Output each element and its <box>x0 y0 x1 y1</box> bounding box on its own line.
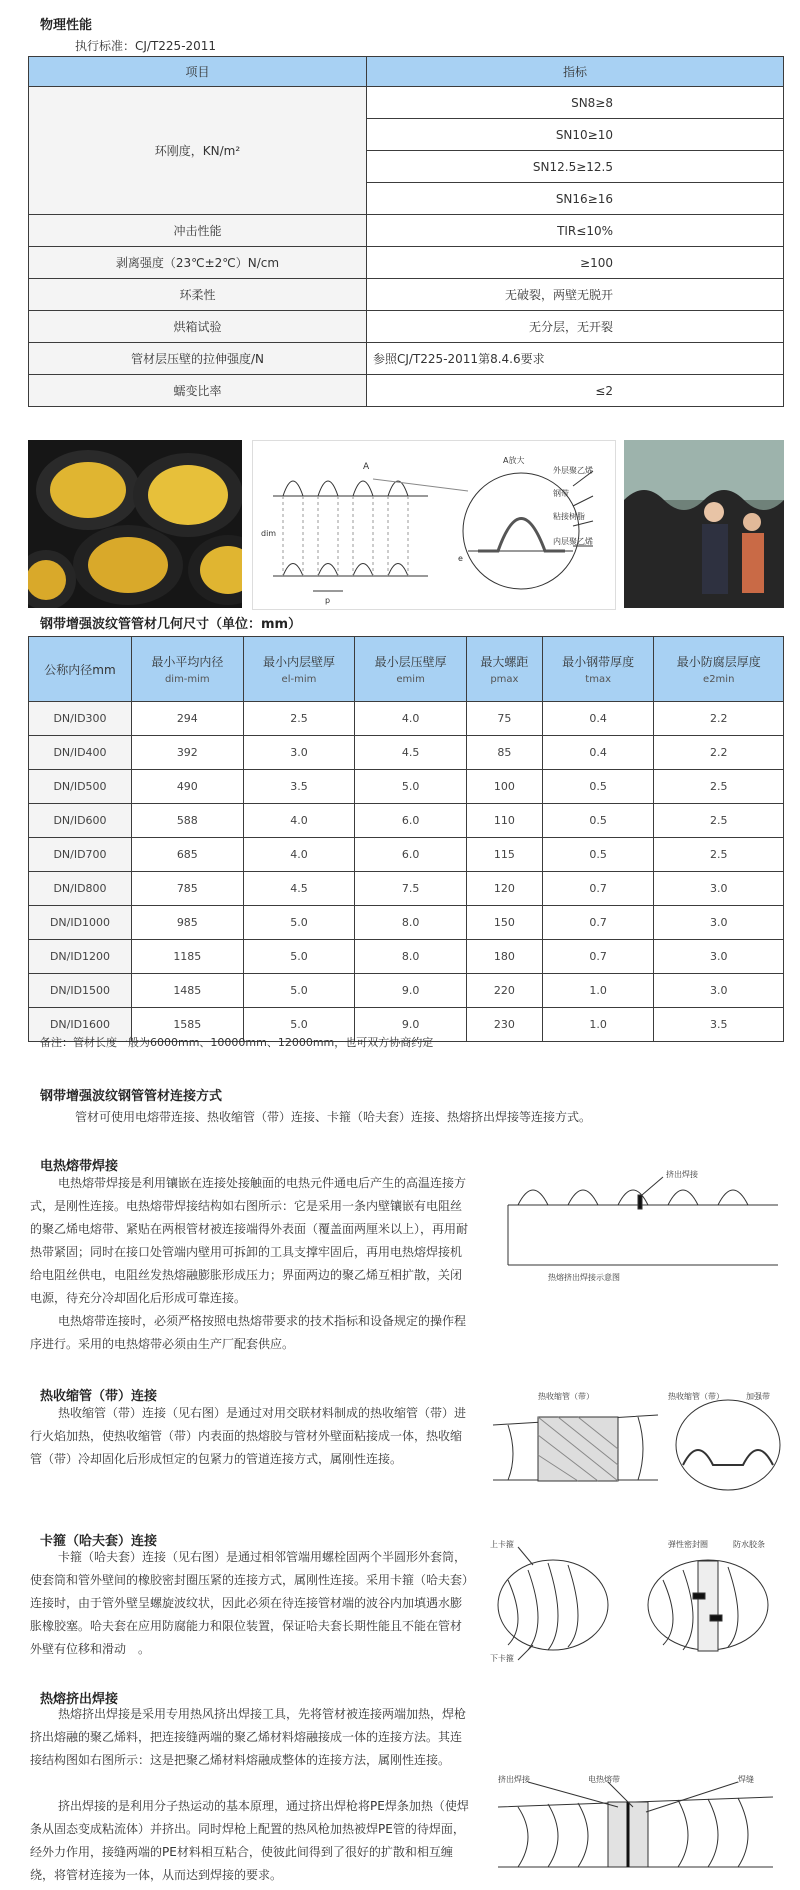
table-cell: 490 <box>132 770 244 804</box>
table-cell: 75 <box>466 702 542 736</box>
shrink-diagram <box>488 1385 784 1495</box>
table-row <box>29 906 784 940</box>
label-steel: 钢带 <box>553 489 569 498</box>
label-outer-pe: 外层聚乙烯 <box>553 466 593 475</box>
table-cell: 2.5 <box>654 804 784 838</box>
table-cell: 9.0 <box>355 974 467 1008</box>
table-cell: 2.5 <box>243 702 355 736</box>
table-cell: 85 <box>466 736 542 770</box>
ring-value: SN10≥10 <box>367 119 784 151</box>
clamp-title: 卡箍（哈夫套）连接 <box>40 1534 158 1549</box>
header-value: 指标 <box>367 57 784 87</box>
table-row <box>29 375 784 407</box>
table-cell: 1585 <box>132 1008 244 1042</box>
table-cell: 5.0 <box>243 974 355 1008</box>
table-row <box>29 247 784 279</box>
table-row <box>29 974 784 1008</box>
standard-text: 执行标准：CJ/T225-2011 <box>75 39 217 53</box>
dimensions-title: 钢带增强波纹管管材几何尺寸（单位：mm） <box>40 617 302 632</box>
header-nominal <box>29 637 132 702</box>
row-item: 管材层压壁的拉伸强度/N <box>29 343 367 375</box>
header-sub: e2min <box>703 674 735 685</box>
table-cell: 3.0 <box>654 940 784 974</box>
nominal-diameter-cell: DN/ID1200 <box>29 940 132 974</box>
nominal-diameter-cell: DN/ID300 <box>29 702 132 736</box>
header-col <box>542 637 654 702</box>
shrink-fig-label-2: 热收缩管（带） <box>668 1392 724 1401</box>
table-cell: 1.0 <box>542 974 654 1008</box>
row-value: ≤2 <box>367 375 784 407</box>
table-header-row <box>29 57 784 87</box>
table-row <box>29 770 784 804</box>
table-cell: 4.5 <box>355 736 467 770</box>
header-col <box>132 637 244 702</box>
extrude-paragraph-2: 挤出焊接的是利用分子热运动的基本原理，通过挤出焊枪将PE焊条加热（使焊条从固态变成粘流体）并挤出。同时焊枪上配置的热风枪加热被焊PE管的待焊面，经外力作用，接缝两端的PE材料相互粘合，使彼此间得到了很好的扩散和相互缠绕，将管材连接为一体，从而达到焊接的要求。 <box>30 1799 469 1882</box>
row-item: 烘箱试验 <box>29 311 367 343</box>
table-row <box>29 940 784 974</box>
ring-value: SN8≥8 <box>367 87 784 119</box>
table-cell: 2.5 <box>654 770 784 804</box>
table-cell: 8.0 <box>355 906 467 940</box>
nominal-diameter-cell: DN/ID400 <box>29 736 132 770</box>
nominal-diameter-cell: DN/ID700 <box>29 838 132 872</box>
table-cell: 2.2 <box>654 736 784 770</box>
connection-title: 钢带增强波纹钢管管材连接方式 <box>40 1089 223 1104</box>
row-value: TIR≤10% <box>367 215 784 247</box>
table-cell: 6.0 <box>355 804 467 838</box>
shrink-fig-label-1: 热收缩管（带） <box>538 1392 594 1401</box>
table-cell: 110 <box>466 804 542 838</box>
table-row <box>29 872 784 906</box>
table-row <box>29 804 784 838</box>
table-cell: 4.0 <box>243 838 355 872</box>
row-item: 冲击性能 <box>29 215 367 247</box>
row-item: 蠕变比率 <box>29 375 367 407</box>
label-a: A <box>363 462 370 472</box>
table-row <box>29 343 784 375</box>
nominal-diameter-cell: DN/ID800 <box>29 872 132 906</box>
nominal-diameter-cell: DN/ID600 <box>29 804 132 838</box>
electro-diagram <box>488 1165 784 1285</box>
table-row <box>29 87 784 119</box>
table-row <box>29 215 784 247</box>
header-sub: emim <box>396 674 425 685</box>
table-row <box>29 838 784 872</box>
header-sub: dim-mim <box>164 674 210 685</box>
extrude-paragraph-1: 热熔挤出焊接是采用专用热风挤出焊接工具，先将管材被连接两端加热，焊枪挤出熔融的聚乙烯料，把连接缝两端的聚乙烯材料熔融接成一体的连接方法。其连接结构图如右图所示：这是把聚乙烯材料熔融成整体的连接方法，属刚性连接。 <box>30 1707 467 1767</box>
header-label: 最小内层壁厚 <box>262 655 335 669</box>
table-cell: 3.5 <box>654 1008 784 1042</box>
shrink-title: 热收缩管（带）连接 <box>40 1389 158 1404</box>
header-item: 项目 <box>29 57 367 87</box>
electro-fig-label: 挤出焊接 <box>666 1170 698 1179</box>
label-p: p <box>325 596 331 605</box>
table-cell: 9.0 <box>355 1008 467 1042</box>
extrude-fig-label-3: 焊缝 <box>738 1775 754 1784</box>
clamp-paragraph-1: 卡箍（哈夫套）连接（见右图）是通过相邻管端用螺栓固两个半圆形外套筒，使套筒和管外壁间的橡胶密封圈压紧的连接方式，属刚性连接。采用卡箍（哈夫套）连接时，由于管外壁呈螺旋波纹状，因此必须在待连接管材端的波谷内加填遇水膨胀橡胶塞。哈夫套在应用防腐能力和限位装置，保证哈夫套长期性能且不能在管材外壁有位移和滑动 。 <box>30 1550 469 1656</box>
table-cell: 100 <box>466 770 542 804</box>
dimensions-note: 备注：管材长度一般为6000mm、10000mm、12000mm，也可双方协商约定 <box>40 1036 434 1049</box>
table-cell: 294 <box>132 702 244 736</box>
table-cell: 0.7 <box>542 940 654 974</box>
electro-title: 电热熔带焊接 <box>40 1159 119 1174</box>
table-cell: 4.5 <box>243 872 355 906</box>
table-cell: 115 <box>466 838 542 872</box>
table-cell: 8.0 <box>355 940 467 974</box>
table-cell: 0.7 <box>542 872 654 906</box>
table-cell: 230 <box>466 1008 542 1042</box>
label-adhesive: 粘接树脂 <box>553 512 585 521</box>
physical-table <box>28 56 784 407</box>
header-label: 公称内径mm <box>44 662 116 677</box>
table-cell: 6.0 <box>355 838 467 872</box>
table-cell: 7.5 <box>355 872 467 906</box>
extrude-fig-label-1: 挤出焊接 <box>498 1775 530 1784</box>
electro-fig-caption: 热熔挤出焊接示意图 <box>548 1273 620 1282</box>
table-cell: 3.0 <box>654 906 784 940</box>
table-cell: 685 <box>132 838 244 872</box>
label-inner-pe: 内层聚乙烯 <box>553 537 593 546</box>
clamp-fig-label-4: 防水胶条 <box>733 1540 765 1549</box>
nominal-diameter-cell: DN/ID500 <box>29 770 132 804</box>
electro-paragraph-1: 电热熔带焊接是利用镶嵌在连接处接触面的电热元件通电后产生的高温连接方式，是刚性连接。电热熔带焊接结构如右图所示：它是采用一条内壁镶嵌有电阻丝的聚乙烯电熔带、紧贴在两根管材被连接端得外表面（覆盖面两厘米以上），再用耐热带紧固；同时在接口处管端内壁用可拆卸的工具支撑牢固后，再用电热熔焊接机给电阻丝供电，电阻丝发热熔融膨胀形成压力；界面两边的聚乙烯互相扩散，关闭电源，待充分冷却固化后形成可靠连接。 <box>30 1176 469 1305</box>
header-sub: tmax <box>585 674 612 685</box>
table-cell: 2.2 <box>654 702 784 736</box>
table-cell: 785 <box>132 872 244 906</box>
table-cell: 0.5 <box>542 804 654 838</box>
header-label: 最小层压壁厚 <box>374 655 447 669</box>
table-cell: 3.0 <box>654 974 784 1008</box>
table-row <box>29 311 784 343</box>
table-cell: 5.0 <box>355 770 467 804</box>
table-cell: 4.0 <box>243 804 355 838</box>
table-cell: 5.0 <box>243 906 355 940</box>
row-item: 剥离强度（23℃±2℃）N/cm <box>29 247 367 279</box>
header-label: 最小平均内径 <box>151 655 224 669</box>
table-cell: 4.0 <box>355 702 467 736</box>
nominal-diameter-cell: DN/ID1600 <box>29 1008 132 1042</box>
table-cell: 588 <box>132 804 244 838</box>
extrude-title: 热熔挤出焊接 <box>40 1692 119 1707</box>
table-cell: 0.5 <box>542 838 654 872</box>
row-value: 无分层，无开裂 <box>367 311 784 343</box>
nominal-diameter-cell: DN/ID1500 <box>29 974 132 1008</box>
ring-value: SN16≥16 <box>367 183 784 215</box>
table-cell: 3.5 <box>243 770 355 804</box>
table-cell: 220 <box>466 974 542 1008</box>
table-cell: 0.4 <box>542 736 654 770</box>
header-col <box>654 637 784 702</box>
table-cell: 5.0 <box>243 940 355 974</box>
header-label: 最小钢带厚度 <box>562 655 635 669</box>
ring-stiffness-label: 环刚度，KN/m² <box>29 87 367 215</box>
clamp-diagram <box>488 1535 784 1665</box>
header-col <box>466 637 542 702</box>
physical-title: 物理性能 <box>40 18 93 33</box>
table-cell: 1.0 <box>542 1008 654 1042</box>
row-value: 参照CJ/T225-2011第8.4.6要求 <box>367 343 784 375</box>
connection-intro: 管材可使用电熔带连接、热收缩管（带）连接、卡箍（哈夫套）连接、热熔挤出焊接等连接方式。 <box>75 1110 592 1124</box>
table-cell: 0.4 <box>542 702 654 736</box>
extrude-diagram <box>488 1772 784 1877</box>
table-row <box>29 736 784 770</box>
table-cell: 120 <box>466 872 542 906</box>
clamp-fig-label-3: 弹性密封圈 <box>668 1540 708 1549</box>
header-label: 最小防腐层厚度 <box>676 655 761 669</box>
table-row <box>29 702 784 736</box>
table-cell: 5.0 <box>243 1008 355 1042</box>
electro-paragraph-2: 电热熔带连接时，必须严格按照电热熔带要求的技术指标和设备规定的操作程序进行。采用的电热熔带必须由生产厂配套供应。 <box>30 1314 467 1351</box>
label-e: e <box>458 554 463 563</box>
table-cell: 392 <box>132 736 244 770</box>
label-a-detail: A放大 <box>503 456 525 465</box>
header-col <box>243 637 355 702</box>
table-cell: 1485 <box>132 974 244 1008</box>
header-col <box>355 637 467 702</box>
extrude-fig-label-2: 电热熔带 <box>588 1775 620 1784</box>
row-value: 无破裂，两壁无脱开 <box>367 279 784 311</box>
table-row <box>29 279 784 311</box>
header-label: 最大螺距 <box>480 655 529 669</box>
table-cell: 180 <box>466 940 542 974</box>
shrink-paragraph-1: 热收缩管（带）连接（见右图）是通过对用交联材料制成的热收缩管（带）进行火焰加热，使热收缩管（带）内表面的热熔胶与管材外壁面粘接成一体，热收缩管（带）冷却固化后形成恒定的包紧力的管道连接方式，属刚性连接。 <box>30 1406 467 1466</box>
ring-value: SN12.5≥12.5 <box>367 151 784 183</box>
shrink-fig-label-3: 加强带 <box>746 1392 770 1401</box>
row-value: ≥100 <box>367 247 784 279</box>
people-photo <box>624 440 784 608</box>
nominal-diameter-cell: DN/ID1000 <box>29 906 132 940</box>
pipe-structure-diagram <box>252 440 616 610</box>
table-cell: 0.7 <box>542 906 654 940</box>
clamp-fig-label-1: 上卡箍 <box>490 1540 514 1549</box>
table-cell: 0.5 <box>542 770 654 804</box>
header-sub: el-mim <box>281 674 317 685</box>
table-cell: 3.0 <box>243 736 355 770</box>
table-cell: 2.5 <box>654 838 784 872</box>
table-cell: 150 <box>466 906 542 940</box>
table-header-row <box>29 637 784 702</box>
row-item: 环柔性 <box>29 279 367 311</box>
table-cell: 985 <box>132 906 244 940</box>
table-cell: 3.0 <box>654 872 784 906</box>
table-cell: 1185 <box>132 940 244 974</box>
pipe-photo <box>28 440 242 608</box>
header-sub: pmax <box>490 674 519 685</box>
label-dim: dim <box>261 529 277 538</box>
dimensions-table <box>28 636 784 1042</box>
clamp-fig-label-2: 下卡箍 <box>490 1654 514 1663</box>
